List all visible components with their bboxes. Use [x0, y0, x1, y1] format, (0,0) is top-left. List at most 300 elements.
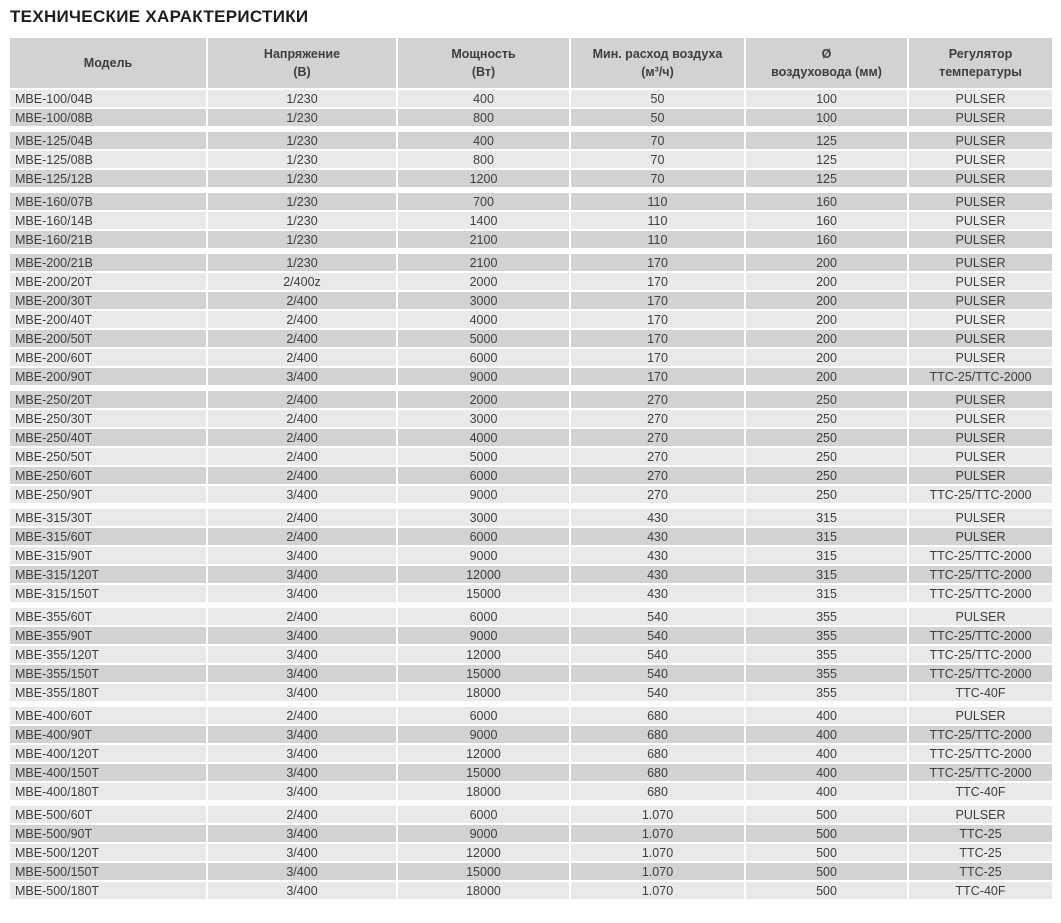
cell-airflow: 270 [571, 448, 744, 465]
cell-power: 1200 [398, 170, 569, 187]
column-header-label-line2: (В) [293, 65, 311, 79]
model-group [10, 509, 1052, 602]
cell-airflow: 170 [571, 330, 744, 347]
cell-airflow: 1.070 [571, 882, 744, 899]
cell-diameter: 250 [746, 486, 907, 503]
cell-power: 15000 [398, 585, 569, 602]
cell-airflow: 170 [571, 311, 744, 328]
column-header-voltage [208, 38, 396, 88]
cell-airflow: 110 [571, 231, 744, 248]
cell-power: 6000 [398, 806, 569, 823]
cell-voltage: 2/400 [208, 410, 396, 427]
cell-power: 700 [398, 193, 569, 210]
table-row [10, 368, 1052, 385]
cell-regulator: TTC-25 [909, 863, 1052, 880]
cell-regulator: PULSER [909, 109, 1052, 126]
cell-diameter: 315 [746, 528, 907, 545]
cell-model: MBE-355/180T [10, 684, 206, 701]
cell-power: 6000 [398, 608, 569, 625]
cell-power: 9000 [398, 368, 569, 385]
cell-regulator: TTC-40F [909, 882, 1052, 899]
table-row [10, 151, 1052, 168]
table-body [10, 90, 1052, 899]
cell-regulator: PULSER [909, 806, 1052, 823]
table-row [10, 844, 1052, 861]
cell-voltage: 1/230 [208, 193, 396, 210]
cell-power: 800 [398, 151, 569, 168]
cell-airflow: 270 [571, 410, 744, 427]
cell-diameter: 200 [746, 254, 907, 271]
cell-model: MBE-500/90T [10, 825, 206, 842]
cell-voltage: 3/400 [208, 726, 396, 743]
cell-regulator: PULSER [909, 193, 1052, 210]
cell-diameter: 500 [746, 825, 907, 842]
cell-diameter: 100 [746, 90, 907, 107]
cell-regulator: TTC-25/TTC-2000 [909, 368, 1052, 385]
cell-regulator: TTC-25/TTC-2000 [909, 566, 1052, 583]
cell-voltage: 3/400 [208, 547, 396, 564]
table-row [10, 486, 1052, 503]
cell-airflow: 270 [571, 486, 744, 503]
cell-voltage: 3/400 [208, 844, 396, 861]
cell-diameter: 355 [746, 646, 907, 663]
table-row [10, 806, 1052, 823]
cell-diameter: 200 [746, 273, 907, 290]
cell-airflow: 270 [571, 467, 744, 484]
cell-power: 15000 [398, 764, 569, 781]
cell-regulator: PULSER [909, 132, 1052, 149]
table-row [10, 764, 1052, 781]
cell-power: 9000 [398, 547, 569, 564]
column-header-label-line1: Мощность [451, 46, 516, 61]
cell-airflow: 540 [571, 608, 744, 625]
cell-airflow: 430 [571, 528, 744, 545]
cell-diameter: 400 [746, 745, 907, 762]
table-row [10, 646, 1052, 663]
cell-airflow: 270 [571, 429, 744, 446]
table-row [10, 212, 1052, 229]
table-row [10, 825, 1052, 842]
cell-power: 12000 [398, 844, 569, 861]
model-group [10, 90, 1052, 126]
cell-regulator: TTC-25/TTC-2000 [909, 547, 1052, 564]
cell-regulator: PULSER [909, 90, 1052, 107]
cell-power: 2000 [398, 391, 569, 408]
cell-airflow: 50 [571, 90, 744, 107]
cell-power: 15000 [398, 863, 569, 880]
cell-regulator: TTC-25/TTC-2000 [909, 726, 1052, 743]
table-row [10, 665, 1052, 682]
cell-diameter: 355 [746, 608, 907, 625]
cell-model: MBE-250/20T [10, 391, 206, 408]
table-row [10, 467, 1052, 484]
column-header-label-line2: (м³/ч) [641, 65, 674, 79]
cell-regulator: TTC-25/TTC-2000 [909, 585, 1052, 602]
cell-diameter: 355 [746, 684, 907, 701]
cell-voltage: 3/400 [208, 783, 396, 800]
table-row [10, 410, 1052, 427]
cell-airflow: 430 [571, 566, 744, 583]
cell-diameter: 400 [746, 764, 907, 781]
cell-regulator: PULSER [909, 429, 1052, 446]
table-row [10, 882, 1052, 899]
cell-diameter: 125 [746, 132, 907, 149]
page-title: ТЕХНИЧЕСКИЕ ХАРАКТЕРИСТИКИ [10, 7, 309, 26]
cell-regulator: PULSER [909, 231, 1052, 248]
cell-regulator: TTC-25/TTC-2000 [909, 486, 1052, 503]
cell-model: MBE-355/120T [10, 646, 206, 663]
cell-airflow: 110 [571, 193, 744, 210]
cell-voltage: 3/400 [208, 825, 396, 842]
cell-regulator: PULSER [909, 273, 1052, 290]
cell-diameter: 200 [746, 311, 907, 328]
cell-airflow: 680 [571, 764, 744, 781]
cell-voltage: 3/400 [208, 863, 396, 880]
cell-diameter: 315 [746, 566, 907, 583]
table-row [10, 90, 1052, 107]
model-group [10, 608, 1052, 701]
cell-voltage: 1/230 [208, 254, 396, 271]
table-row [10, 429, 1052, 446]
cell-diameter: 160 [746, 193, 907, 210]
cell-model: MBE-500/150T [10, 863, 206, 880]
cell-regulator: TTC-25 [909, 825, 1052, 842]
column-header-regulator [909, 38, 1052, 88]
column-header-power [398, 38, 569, 88]
cell-power: 6000 [398, 707, 569, 724]
cell-model: MBE-250/50T [10, 448, 206, 465]
table-row [10, 566, 1052, 583]
cell-model: MBE-315/60T [10, 528, 206, 545]
cell-power: 9000 [398, 486, 569, 503]
model-group [10, 707, 1052, 800]
cell-model: MBE-200/50T [10, 330, 206, 347]
table-row [10, 547, 1052, 564]
column-header-label-line1: Напряжение [263, 46, 341, 61]
cell-voltage: 2/400 [208, 311, 396, 328]
cell-regulator: PULSER [909, 448, 1052, 465]
cell-model: MBE-100/08B [10, 109, 206, 126]
cell-diameter: 250 [746, 448, 907, 465]
table-row [10, 132, 1052, 149]
cell-voltage: 3/400 [208, 566, 396, 583]
cell-airflow: 70 [571, 151, 744, 168]
cell-diameter: 355 [746, 627, 907, 644]
table-row [10, 585, 1052, 602]
cell-diameter: 160 [746, 231, 907, 248]
cell-voltage: 3/400 [208, 665, 396, 682]
cell-airflow: 170 [571, 349, 744, 366]
cell-model: MBE-315/30T [10, 509, 206, 526]
cell-airflow: 50 [571, 109, 744, 126]
cell-voltage: 2/400 [208, 292, 396, 309]
table-row [10, 292, 1052, 309]
cell-airflow: 110 [571, 212, 744, 229]
cell-airflow: 540 [571, 646, 744, 663]
cell-model: MBE-125/04B [10, 132, 206, 149]
cell-model: MBE-400/60T [10, 707, 206, 724]
cell-power: 6000 [398, 349, 569, 366]
cell-airflow: 170 [571, 254, 744, 271]
cell-diameter: 500 [746, 806, 907, 823]
cell-diameter: 400 [746, 707, 907, 724]
cell-airflow: 170 [571, 368, 744, 385]
cell-regulator: TTC-25/TTC-2000 [909, 764, 1052, 781]
cell-airflow: 680 [571, 707, 744, 724]
cell-airflow: 270 [571, 391, 744, 408]
cell-model: MBE-100/04B [10, 90, 206, 107]
cell-model: MBE-400/150T [10, 764, 206, 781]
cell-voltage: 2/400 [208, 349, 396, 366]
cell-power: 400 [398, 132, 569, 149]
column-header-label-line1: Регулятор [948, 46, 1013, 61]
cell-model: MBE-500/180T [10, 882, 206, 899]
cell-diameter: 250 [746, 429, 907, 446]
table-row [10, 311, 1052, 328]
cell-model: MBE-200/21B [10, 254, 206, 271]
column-header-label-line2: температуры [939, 65, 1022, 79]
column-header-airflow [571, 38, 744, 88]
cell-airflow: 1.070 [571, 863, 744, 880]
column-header-label-line2: воздуховода (мм) [771, 65, 882, 79]
cell-airflow: 170 [571, 292, 744, 309]
cell-power: 12000 [398, 566, 569, 583]
cell-power: 3000 [398, 509, 569, 526]
cell-voltage: 3/400 [208, 684, 396, 701]
model-group [10, 391, 1052, 503]
cell-airflow: 430 [571, 585, 744, 602]
cell-regulator: PULSER [909, 608, 1052, 625]
cell-voltage: 1/230 [208, 151, 396, 168]
cell-regulator: TTC-25/TTC-2000 [909, 627, 1052, 644]
cell-voltage: 3/400 [208, 646, 396, 663]
cell-model: MBE-355/60T [10, 608, 206, 625]
cell-regulator: TTC-25/TTC-2000 [909, 646, 1052, 663]
cell-model: MBE-200/20T [10, 273, 206, 290]
table-header-row [10, 38, 1052, 88]
cell-power: 5000 [398, 330, 569, 347]
cell-diameter: 100 [746, 109, 907, 126]
cell-model: MBE-125/08B [10, 151, 206, 168]
cell-voltage: 2/400 [208, 608, 396, 625]
table-row [10, 231, 1052, 248]
cell-voltage: 3/400 [208, 882, 396, 899]
cell-regulator: TTC-25/TTC-2000 [909, 665, 1052, 682]
cell-power: 4000 [398, 429, 569, 446]
table-row [10, 745, 1052, 762]
cell-voltage: 3/400 [208, 745, 396, 762]
cell-power: 18000 [398, 684, 569, 701]
cell-voltage: 1/230 [208, 212, 396, 229]
cell-diameter: 200 [746, 292, 907, 309]
cell-regulator: PULSER [909, 528, 1052, 545]
cell-model: MBE-355/90T [10, 627, 206, 644]
cell-voltage: 2/400 [208, 429, 396, 446]
cell-airflow: 70 [571, 132, 744, 149]
table-row [10, 509, 1052, 526]
cell-diameter: 500 [746, 844, 907, 861]
technical-specs-table [10, 38, 1052, 899]
cell-power: 2100 [398, 231, 569, 248]
cell-model: MBE-355/150T [10, 665, 206, 682]
cell-airflow: 680 [571, 726, 744, 743]
cell-voltage: 2/400 [208, 806, 396, 823]
cell-power: 12000 [398, 745, 569, 762]
cell-power: 400 [398, 90, 569, 107]
cell-airflow: 680 [571, 745, 744, 762]
cell-airflow: 1.070 [571, 844, 744, 861]
cell-regulator: PULSER [909, 509, 1052, 526]
cell-power: 18000 [398, 882, 569, 899]
cell-regulator: PULSER [909, 391, 1052, 408]
cell-airflow: 680 [571, 783, 744, 800]
column-header-label-line1: Модель [83, 55, 133, 70]
cell-voltage: 3/400 [208, 486, 396, 503]
cell-diameter: 250 [746, 410, 907, 427]
cell-power: 6000 [398, 528, 569, 545]
cell-power: 5000 [398, 448, 569, 465]
cell-model: MBE-200/90T [10, 368, 206, 385]
cell-power: 1400 [398, 212, 569, 229]
cell-model: MBE-500/60T [10, 806, 206, 823]
cell-model: MBE-315/150T [10, 585, 206, 602]
table-row [10, 349, 1052, 366]
cell-power: 2100 [398, 254, 569, 271]
table-row [10, 684, 1052, 701]
cell-airflow: 540 [571, 665, 744, 682]
cell-voltage: 2/400 [208, 707, 396, 724]
cell-model: MBE-200/40T [10, 311, 206, 328]
cell-power: 4000 [398, 311, 569, 328]
cell-airflow: 430 [571, 547, 744, 564]
cell-voltage: 3/400 [208, 627, 396, 644]
cell-diameter: 200 [746, 368, 907, 385]
table-row [10, 608, 1052, 625]
cell-diameter: 200 [746, 349, 907, 366]
cell-regulator: PULSER [909, 707, 1052, 724]
cell-power: 12000 [398, 646, 569, 663]
cell-power: 9000 [398, 825, 569, 842]
model-group [10, 193, 1052, 248]
cell-regulator: PULSER [909, 254, 1052, 271]
cell-power: 2000 [398, 273, 569, 290]
table-row [10, 863, 1052, 880]
cell-regulator: PULSER [909, 292, 1052, 309]
cell-voltage: 2/400 [208, 448, 396, 465]
cell-model: MBE-125/12B [10, 170, 206, 187]
table-row [10, 726, 1052, 743]
cell-diameter: 315 [746, 509, 907, 526]
cell-airflow: 1.070 [571, 825, 744, 842]
cell-diameter: 355 [746, 665, 907, 682]
cell-diameter: 400 [746, 726, 907, 743]
cell-regulator: PULSER [909, 410, 1052, 427]
cell-airflow: 1.070 [571, 806, 744, 823]
cell-regulator: TTC-40F [909, 684, 1052, 701]
column-header-label-line1: Мин. расход воздуха [592, 46, 723, 61]
cell-power: 15000 [398, 665, 569, 682]
cell-diameter: 125 [746, 151, 907, 168]
table-row [10, 170, 1052, 187]
cell-model: MBE-400/120T [10, 745, 206, 762]
column-header-model [10, 38, 206, 88]
cell-regulator: PULSER [909, 349, 1052, 366]
column-header-diameter [746, 38, 907, 88]
cell-model: MBE-250/60T [10, 467, 206, 484]
model-group [10, 806, 1052, 899]
table-row [10, 254, 1052, 271]
cell-regulator: TTC-25/TTC-2000 [909, 745, 1052, 762]
cell-model: MBE-160/07B [10, 193, 206, 210]
cell-regulator: TTC-40F [909, 783, 1052, 800]
cell-model: MBE-200/30T [10, 292, 206, 309]
cell-diameter: 500 [746, 882, 907, 899]
cell-diameter: 200 [746, 330, 907, 347]
cell-voltage: 1/230 [208, 109, 396, 126]
cell-model: MBE-200/60T [10, 349, 206, 366]
table-row [10, 273, 1052, 290]
cell-regulator: PULSER [909, 170, 1052, 187]
cell-diameter: 315 [746, 547, 907, 564]
cell-model: MBE-400/90T [10, 726, 206, 743]
cell-diameter: 125 [746, 170, 907, 187]
cell-diameter: 400 [746, 783, 907, 800]
cell-diameter: 250 [746, 391, 907, 408]
table-row [10, 391, 1052, 408]
cell-model: MBE-250/40T [10, 429, 206, 446]
cell-regulator: PULSER [909, 467, 1052, 484]
cell-model: MBE-315/120T [10, 566, 206, 583]
cell-model: MBE-400/180T [10, 783, 206, 800]
cell-voltage: 2/400z [208, 273, 396, 290]
model-group [10, 132, 1052, 187]
cell-power: 6000 [398, 467, 569, 484]
cell-diameter: 315 [746, 585, 907, 602]
cell-model: MBE-315/90T [10, 547, 206, 564]
table-row [10, 109, 1052, 126]
cell-airflow: 540 [571, 627, 744, 644]
cell-regulator: PULSER [909, 212, 1052, 229]
cell-airflow: 170 [571, 273, 744, 290]
cell-voltage: 2/400 [208, 467, 396, 484]
cell-voltage: 2/400 [208, 391, 396, 408]
cell-voltage: 1/230 [208, 90, 396, 107]
cell-airflow: 540 [571, 684, 744, 701]
table-row [10, 783, 1052, 800]
cell-model: MBE-500/120T [10, 844, 206, 861]
cell-power: 9000 [398, 627, 569, 644]
cell-voltage: 1/230 [208, 132, 396, 149]
cell-diameter: 500 [746, 863, 907, 880]
cell-regulator: PULSER [909, 151, 1052, 168]
table-row [10, 193, 1052, 210]
cell-voltage: 2/400 [208, 330, 396, 347]
cell-voltage: 3/400 [208, 368, 396, 385]
model-group [10, 254, 1052, 385]
cell-voltage: 3/400 [208, 585, 396, 602]
column-header-label-line2: (Вт) [471, 65, 496, 79]
table-row [10, 707, 1052, 724]
cell-airflow: 430 [571, 509, 744, 526]
cell-diameter: 160 [746, 212, 907, 229]
cell-regulator: PULSER [909, 311, 1052, 328]
column-header-label-line1: Ø [821, 46, 832, 61]
cell-power: 9000 [398, 726, 569, 743]
cell-voltage: 2/400 [208, 528, 396, 545]
cell-airflow: 70 [571, 170, 744, 187]
table-row [10, 627, 1052, 644]
cell-voltage: 3/400 [208, 764, 396, 781]
